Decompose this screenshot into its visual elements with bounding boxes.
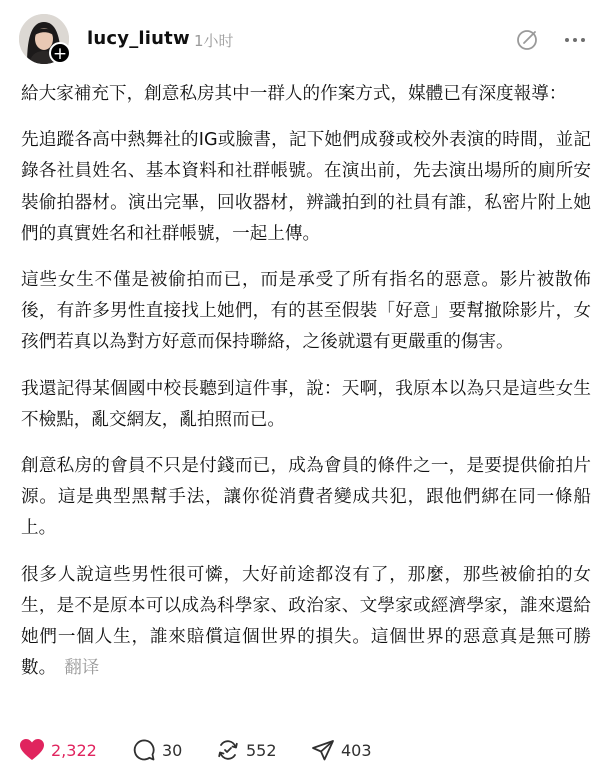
like-count: 2,322 (51, 740, 97, 760)
repost-icon (216, 738, 240, 762)
post-paragraph-text: 很多人說這些男性很可憐，大好前途都沒有了，那麼，那些被偷拍的女生，是不是原本可以成為科學家、政治家、文學家或經濟學家，誰來還給她們一個人生，誰來賠償這個世界的損失。這個世界的惡意真是無可勝數。 (21, 564, 591, 679)
translate-link[interactable]: 翻译 (64, 658, 100, 679)
post-paragraph: 給大家補充下，創意私房其中一群人的作案方式，媒體已有深度報導： (21, 84, 567, 104)
post-paragraph: 創意私房的會員不只是付錢而已，成為會員的條件之一，是要提供偷拍片源。這是典型黑幫手法，讓你從消費者變成共犯，跟他們綁在同一條船上。 (21, 456, 591, 539)
edit-icon[interactable] (516, 28, 540, 56)
post-body (21, 79, 591, 699)
share-button[interactable] (311, 734, 372, 766)
post-paragraph: 先追蹤各高中熱舞社的IG或臉書，記下她們成發或校外表演的時間，並記錄各社員姓名、基本資料和社群帳號。在演出前，先去演出場所的廁所安裝偷拍器材。演出完畢，回收器材，辨識拍到的社員有誰，私密片附上她們的真實姓名和社群帳號，一起上傳。 (21, 130, 591, 244)
action-bar (0, 734, 608, 766)
post-time: 1小时 (194, 32, 234, 50)
post-paragraph: 這些女生不僅是被偷拍而已，而是承受了所有指名的惡意。影片被散佈後，有許多男性直接找上她們，有的甚至假裝「好意」要幫撤除影片，女孩們若真以為對方好意而保持聯絡，之後就還有更嚴重的傷害。 (21, 270, 591, 353)
comment-count: 30 (162, 740, 183, 760)
send-icon (311, 738, 335, 762)
heart-icon (19, 738, 45, 762)
repost-button[interactable] (216, 734, 277, 766)
like-button[interactable] (19, 734, 97, 766)
comment-icon (132, 738, 156, 762)
more-icon[interactable] (563, 28, 587, 56)
post-header (0, 0, 608, 80)
comment-button[interactable] (132, 734, 182, 766)
follow-plus-icon[interactable]: + (49, 42, 71, 64)
post-paragraph-last (21, 560, 591, 685)
share-count: 403 (341, 740, 372, 760)
post-paragraph: 我還記得某個國中校長聽到這件事，說：天啊，我原本以為只是這些女生不檢點，亂交網友，亂拍照而已。 (21, 378, 591, 430)
username[interactable]: lucy_liutw (87, 28, 190, 49)
repost-count: 552 (246, 740, 277, 760)
